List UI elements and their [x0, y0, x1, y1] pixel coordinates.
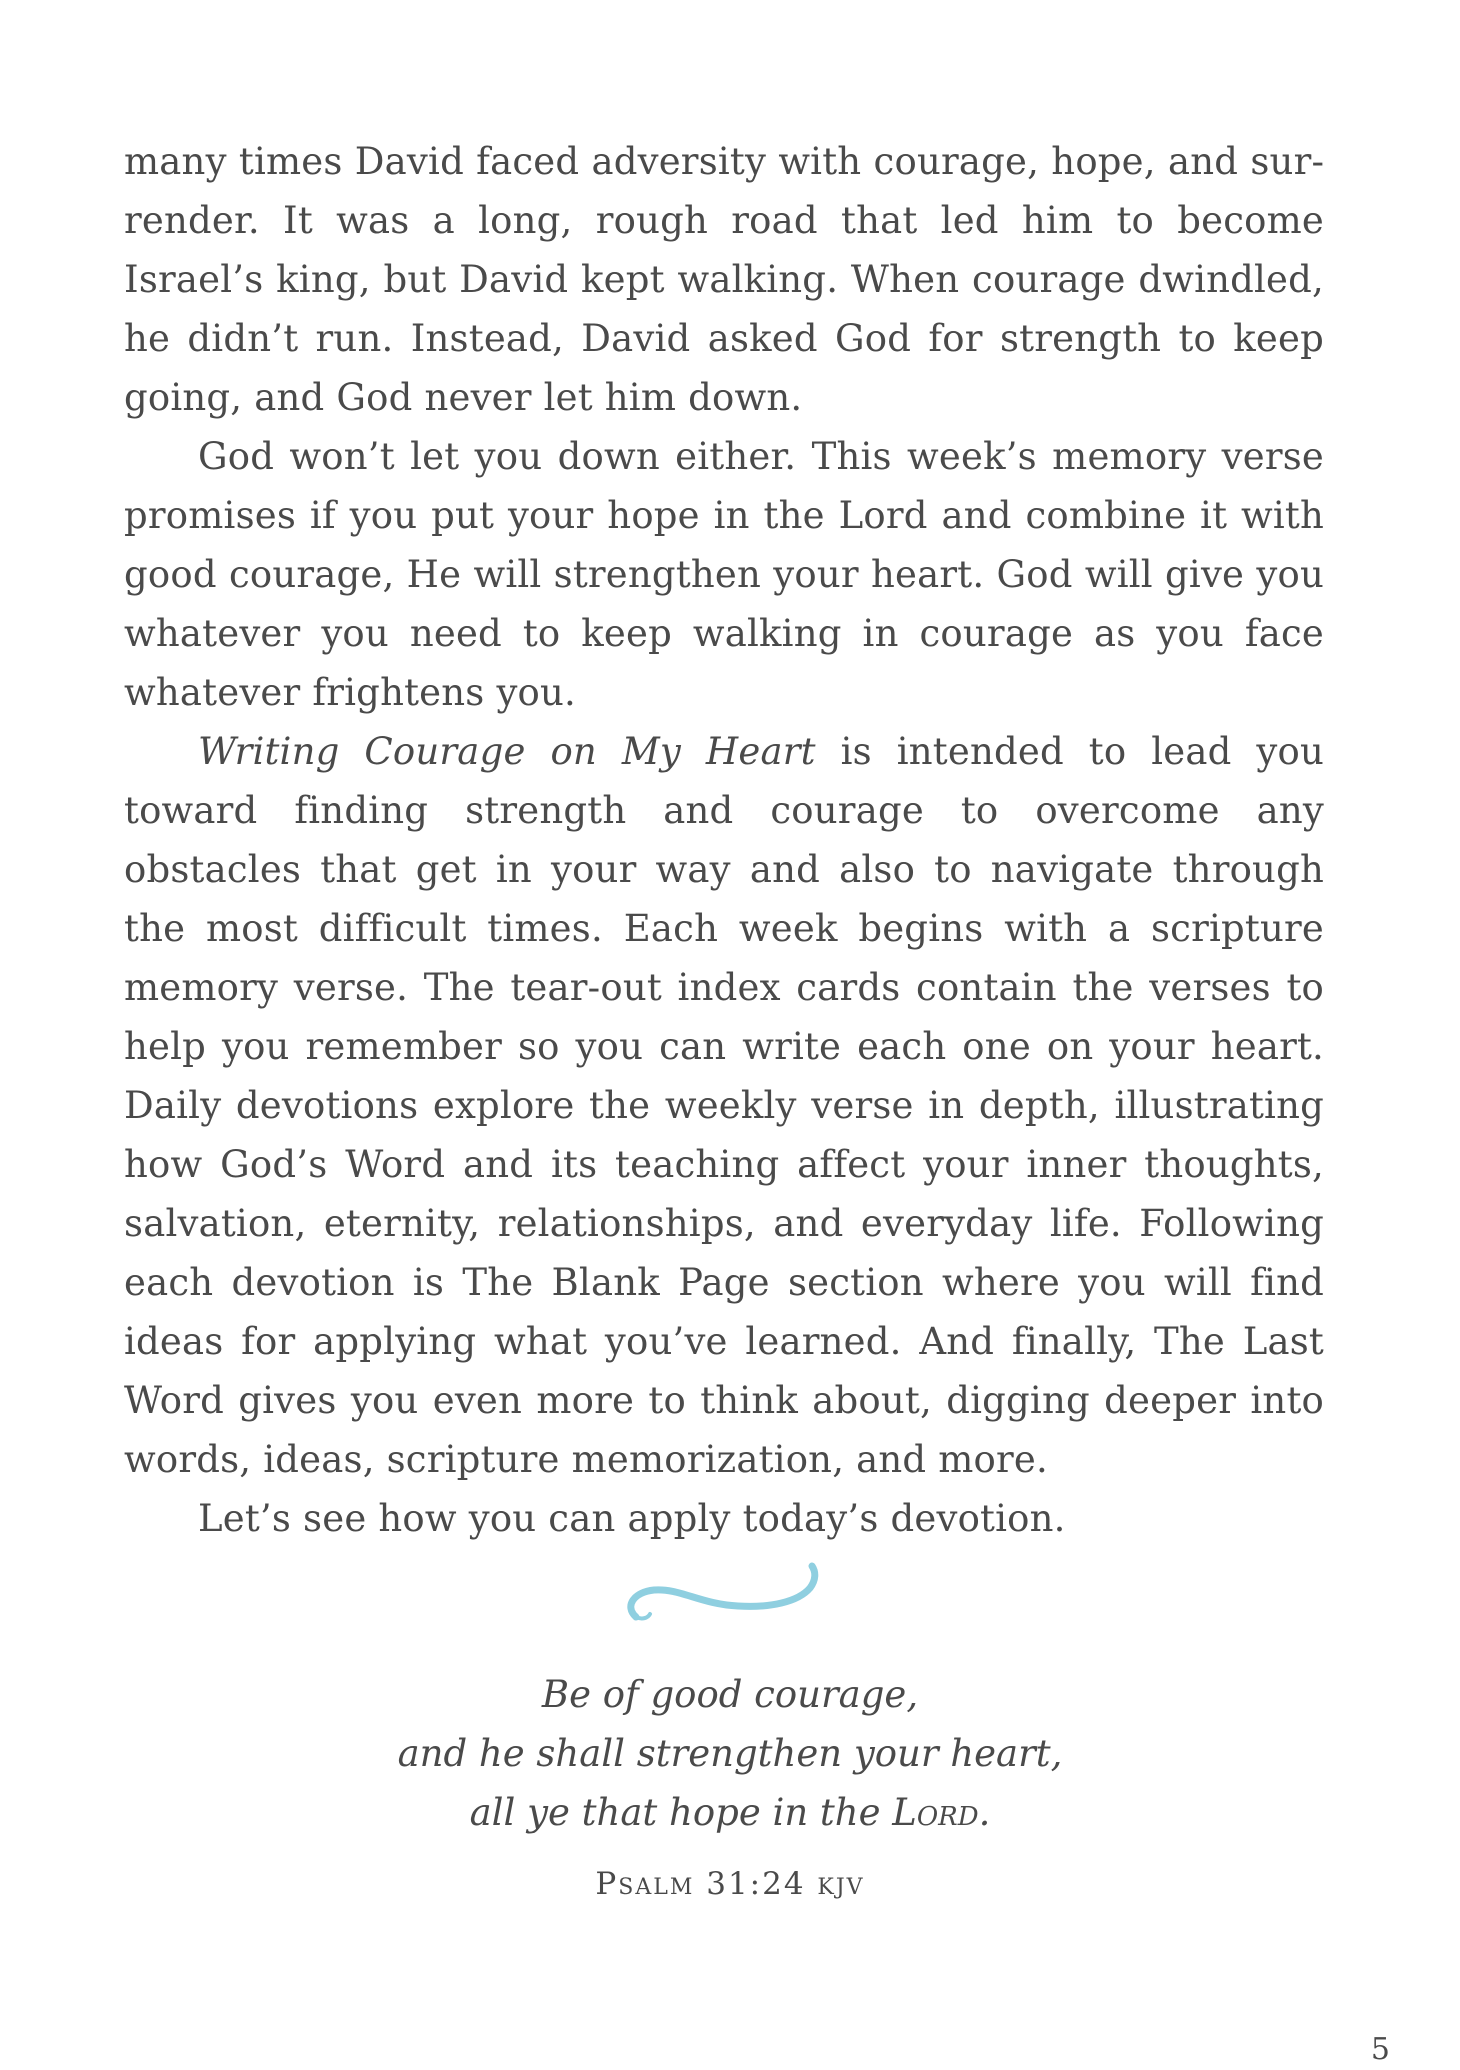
verse-citation: Psalm 31:24 kjv — [595, 1866, 865, 1902]
page-number: 5 — [1370, 2032, 1390, 2067]
swash-ornament-icon — [620, 1562, 830, 1632]
lord-small-caps: Lord — [892, 1791, 979, 1834]
body-text — [124, 132, 1324, 1548]
paragraph-4: Let’s see how you can apply today’s devotion. — [198, 1497, 1066, 1540]
paragraph-3-text: is intended to lead you toward finding strength and courage to overcome any obstacles that get in your way and also to navigate through the most difficult times. Each week begins with a scripture memory verse. The tear-out index cards contain the verses to help you remember so you can write each one on your heart. Daily devotions explore the weekly verse in depth, illustrating how God’s Word and its teaching affect your inner thoughts, salvation, eternity, relationships, and everyday life. Following each devotion is The Blank Page section where you will find ideas for applying what you’ve learned. And finally, The Last Word gives you even more to think about, digging deeper into words, ideas, scripture memorization, and more. — [124, 730, 1324, 1481]
verse-line-1: Be of good courage, — [541, 1673, 919, 1716]
memory-verse — [330, 1665, 1130, 1842]
verse-line-3: all ye that hope in the Lord. — [469, 1791, 991, 1834]
book-title: Writing Courage on My Heart — [198, 730, 816, 773]
verse-line-2: and he shall strengthen your heart, — [397, 1732, 1063, 1775]
paragraph-2: God won’t let you down either. This week’s memory verse promises if you put your hope in the Lord and combine it with good courage, He will strengthen your heart. God will give you whatever you need to keep walking in courage as you face whatever frightens you. — [124, 435, 1324, 714]
paragraph-1: many times David faced adversity with courage, hope, and surrender. It was a long, rough road that led him to become Israel’s king, but David kept walking. When courage dwindled, he didn’t run. Instead, David asked God for strength to keep going, and God never let him down. — [124, 140, 1324, 419]
paragraph-3 — [124, 722, 1324, 1489]
